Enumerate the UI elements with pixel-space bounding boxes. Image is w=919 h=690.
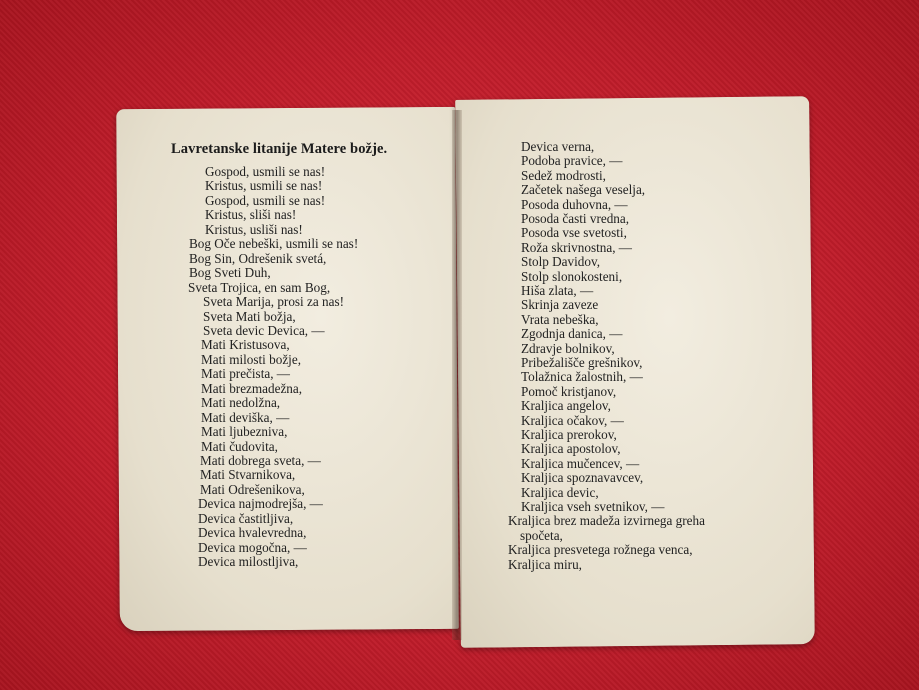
- litany-title: Lavretanske litanije Matere božje.: [171, 141, 388, 157]
- left-page-line: Devica častitljiva,: [198, 510, 294, 526]
- left-page-line: Devica hvalevredna,: [198, 525, 307, 541]
- left-page-line: Bog Oče nebeški, usmili se nas!: [189, 236, 359, 252]
- left-page-line: Gospod, usmili se nas!: [205, 192, 326, 208]
- right-page-line: Kraljica brez madeža izvirnega greha: [508, 513, 705, 529]
- left-page-line: Kristus, usmili se nas!: [205, 178, 323, 194]
- left-page-line: Mati Kristusova,: [201, 337, 290, 353]
- left-page-line: Mati milosti božje,: [201, 351, 301, 367]
- right-page-line: Posoda vse svetosti,: [521, 225, 627, 241]
- left-page-line: Sveta Trojica, en sam Bog,: [188, 279, 331, 295]
- left-page-line: Mati dobrega sveta, —: [200, 453, 321, 468]
- right-page-line: Roža skrivnostna, —: [521, 239, 632, 255]
- right-page-line: Kraljica miru,: [508, 556, 582, 572]
- right-page-line: Kraljica vseh svetnikov, —: [521, 499, 665, 514]
- left-page-line: Sveta Marija, prosi za nas!: [203, 294, 344, 310]
- left-page-line: Mati ljubezniva,: [201, 424, 288, 440]
- right-page-line: Kraljica spoznavavcev,: [521, 470, 644, 486]
- right-page-line: Stolp Davidov,: [521, 254, 601, 270]
- right-page-line: Zdravje bolnikov,: [521, 340, 615, 356]
- left-page-line: Bog Sin, Odrešenik svetá,: [189, 250, 327, 266]
- right-page-line: Kraljica presvetega rožnega venca,: [508, 542, 693, 558]
- right-page-line: Pribežališče grešnikov,: [521, 355, 643, 370]
- left-page-line: Mati Stvarnikova,: [200, 467, 296, 483]
- left-page-line: Mati prečista, —: [201, 366, 290, 382]
- right-page-line: spočeta,: [520, 527, 563, 543]
- left-page-line: Gospod, usmili se nas!: [205, 164, 326, 179]
- right-page-line: Kraljica angelov,: [521, 398, 611, 414]
- right-page-line: Kraljica očakov, —: [521, 412, 624, 428]
- right-page-line: Sedež modrosti,: [521, 167, 606, 183]
- right-page-line: Kraljica apostolov,: [521, 441, 621, 457]
- left-page-line: Sveta devic Devica, —: [203, 322, 325, 338]
- right-page-line: Stolp slonokosteni,: [521, 268, 623, 284]
- book-gutter: [452, 110, 462, 640]
- right-page-line: Kraljica mučencev, —: [521, 455, 640, 471]
- right-page-line: Zgodnja danica, —: [521, 326, 623, 342]
- right-page-line: Posoda duhovna, —: [521, 196, 628, 212]
- left-page-line: Mati deviška, —: [201, 409, 290, 425]
- right-page-line: Pomoč kristjanov,: [521, 383, 617, 399]
- left-page-line: Kristus, sliši nas!: [205, 207, 297, 223]
- left-page-line: Sveta Mati božja,: [203, 308, 296, 324]
- right-page-line: Hiša zlata, —: [521, 283, 594, 298]
- right-page-line: Posoda časti vredna,: [521, 211, 630, 226]
- left-page-line: Devica milostljiva,: [198, 554, 299, 570]
- right-page-line: Začetek našega veselja,: [521, 182, 646, 198]
- right-page-line: Tolažnica žalostnih, —: [521, 369, 643, 385]
- right-page-line: Podoba pravice, —: [521, 153, 623, 169]
- left-page-line: Bog Sveti Duh,: [189, 265, 271, 281]
- right-page-line: Skrinja zaveze: [521, 297, 599, 313]
- left-page-line: Mati čudovita,: [201, 438, 278, 454]
- left-page-line: Devica mogočna, —: [198, 539, 307, 555]
- right-page-line: Kraljica prerokov,: [521, 427, 617, 442]
- left-page-line: Devica najmodrejša, —: [198, 496, 323, 512]
- right-page-line: Devica verna,: [521, 139, 595, 154]
- left-page-line: Mati brezmadežna,: [201, 380, 303, 396]
- left-page-line: Mati Odrešenikova,: [200, 481, 305, 497]
- left-page-line: Mati nedolžna,: [201, 395, 281, 411]
- right-page-line: Vrata nebeška,: [521, 311, 599, 327]
- right-page-line: Kraljica devic,: [521, 484, 599, 500]
- left-page-line: Kristus, usliši nas!: [205, 221, 303, 237]
